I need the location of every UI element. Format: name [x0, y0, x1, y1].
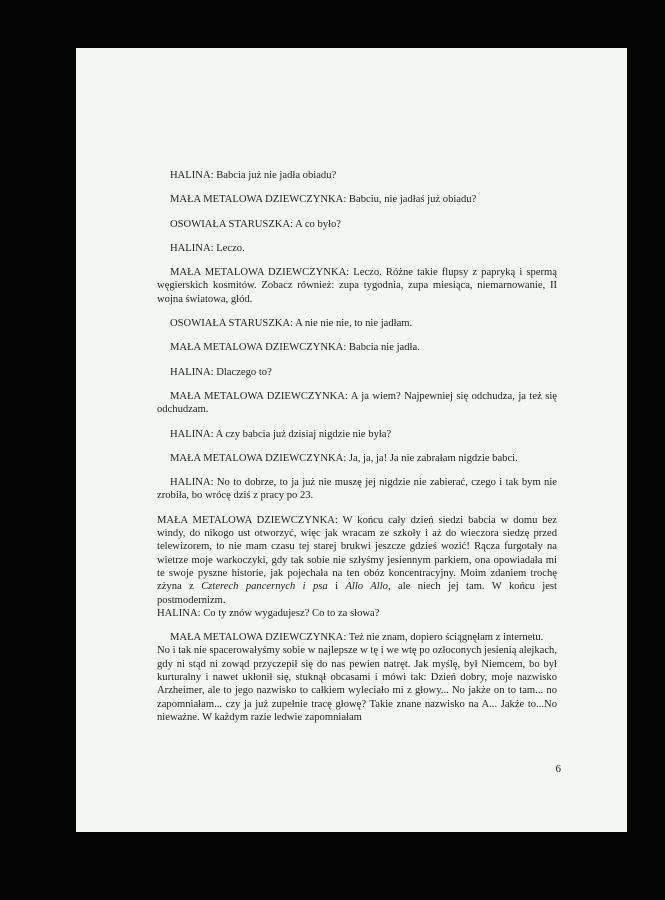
- dialogue-line: MAŁA METALOWA DZIEWCZYNKA: Babcia nie jadła.: [170, 342, 420, 354]
- dialogue-line: MAŁA METALOWA DZIEWCZYNKA: Babciu, nie jadłaś już obiadu?: [170, 194, 477, 206]
- dialogue-line: OSOWIAŁA STARUSZKA: A nie nie nie, to nie jadłam.: [170, 318, 413, 330]
- dialogue-line: HALINA: Babcia już nie jadła obiadu?: [170, 170, 337, 181]
- page-content: [157, 169, 557, 724]
- text-run: , ale niech jej tam. W końcu jest postmodernizm.: [157, 581, 557, 606]
- dialogue-continuation: No i tak nie spacerowałyśmy sobie w najlepsze w tę i we wtę po ozłoconych jesienią alejkach, gdy ni stąd ni zowąd przyczepił się do nas pewien natręt. Jak myślę, był Niemcem, bo był kurturalny i nawet ukłonił się, stuknął obcasami i mówi tak: Dzień dobry, moje nazwisko Arzheimer, ale to jego nazwisko to całkiem wyleciało mi z głowy... No jakże on to tam... no zapomniałam... czy ja już zupełnie tracę głowę? Takie znane nazwisko na A... Jakże to...No nieważne. W każdym razie ledwie zapomniałam: [157, 645, 557, 723]
- dialogue-long-paragraph: [157, 514, 557, 607]
- dialogue-line: HALINA: Leczo.: [170, 242, 245, 254]
- document-page: [76, 48, 627, 832]
- italic-title: Allo Allo: [345, 581, 388, 593]
- dialogue-line: OSOWIAŁA STARUSZKA: A co było?: [170, 218, 342, 230]
- dialogue-line: MAŁA METALOWA DZIEWCZYNKA: A ja wiem? Najpewniej się odchudza, ja też się odchudzam.: [157, 390, 557, 416]
- italic-title: Czterech pancernych i psa: [201, 581, 328, 593]
- page-number: 6: [555, 763, 561, 775]
- text-run: i: [327, 581, 346, 593]
- text-run: MAŁA METALOWA DZIEWCZYNKA: W końcu cały dzień siedzi babcia w domu bez windy, do nikogo ust otworzyć, więc jak wracam ze szkoły i aż do wieczora siedzę przed telewizorem, to nie mam czasu tej starej brukwi jeszcze gdzieś wozić! Rącza furgotały na wietrze moje warkoczyki, gdy tak sobie nie szłyśmy jesiennym parkiem, ona opowiadała mi te swoje pyszne historie, jak pojechała na ten obóz koncentracyjny. Moim zdaniem trochę zżyna z: [157, 514, 557, 593]
- dialogue-line: HALINA: Dlaczego to?: [170, 366, 272, 378]
- dialogue-line: HALINA: No to dobrze, to ja już nie muszę jej nigdzie nie zabierać, czego i tak bym nie zrobiła, bo wrócę dziś z pracy po 23.: [157, 477, 557, 502]
- dialogue-line: HALINA: Co ty znów wygadujesz? Co to za słowa?: [157, 607, 380, 619]
- dialogue-line: MAŁA METALOWA DZIEWCZYNKA: Też nie znam, dopiero ściągnęłam z internetu.: [170, 632, 544, 644]
- dialogue-line: HALINA: A czy babcia już dzisiaj nigdzie nie była?: [170, 428, 392, 440]
- dialogue-line: MAŁA METALOWA DZIEWCZYNKA: Ja, ja, ja! Ja nie zabrałam nigdzie babci.: [170, 452, 518, 464]
- dialogue-line: MAŁA METALOWA DZIEWCZYNKA: Leczo. Różne takie flupsy z papryką i spermą węgierskich kosmitów. Zobacz również: zupa tygodnia, zupa miesiąca, niemarnowanie, II wojna światowa, głód.: [157, 267, 557, 305]
